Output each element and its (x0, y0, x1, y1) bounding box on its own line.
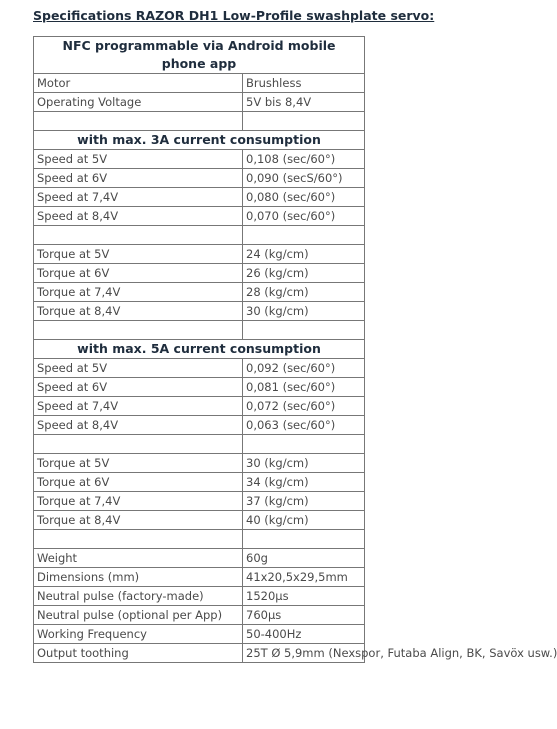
spec-label: Working Frequency (34, 625, 243, 644)
spec-table (33, 36, 557, 663)
spec-value: 25T Ø 5,9mm (Nexspor, Futaba Align, BK, Savöx usw.) (243, 644, 365, 663)
spec-value: 24 (kg/cm) (243, 245, 365, 264)
spec-value: 41x20,5x29,5mm (243, 568, 365, 587)
table-row (34, 245, 365, 264)
spec-label: Speed at 6V (34, 169, 243, 188)
spec-value: 60g (243, 549, 365, 568)
table-row (34, 644, 365, 663)
page-title: Specifications RAZOR DH1 Low-Profile swashplate servo: (33, 8, 435, 23)
table-row (34, 568, 365, 587)
table-row (34, 93, 365, 112)
table-row (34, 454, 365, 473)
spec-label: Neutral pulse (optional per App) (34, 606, 243, 625)
spec-label: Speed at 8,4V (34, 207, 243, 226)
spec-value: 0,081 (sec/60°) (243, 378, 365, 397)
table-row (34, 169, 365, 188)
spec-label: Dimensions (mm) (34, 568, 243, 587)
table-header-row (34, 37, 365, 74)
spec-value: 30 (kg/cm) (243, 454, 365, 473)
spacer-row (34, 321, 365, 340)
spec-label: Torque at 7,4V (34, 283, 243, 302)
spec-label: Torque at 5V (34, 454, 243, 473)
section-header-row (34, 131, 365, 150)
table-row (34, 625, 365, 644)
spacer-row (34, 530, 365, 549)
spacer-row (34, 112, 365, 131)
spec-value: 30 (kg/cm) (243, 302, 365, 321)
spec-value: 0,092 (sec/60°) (243, 359, 365, 378)
table-row (34, 606, 365, 625)
spec-value: Brushless (243, 74, 365, 93)
spec-label: Operating Voltage (34, 93, 243, 112)
spec-value: 0,063 (sec/60°) (243, 416, 365, 435)
table-row (34, 397, 365, 416)
spec-value: 28 (kg/cm) (243, 283, 365, 302)
table-row (34, 264, 365, 283)
spec-label: Speed at 7,4V (34, 188, 243, 207)
spec-value: 0,090 (secS/60°) (243, 169, 365, 188)
spec-value: 1520µs (243, 587, 365, 606)
spacer-row (34, 435, 365, 454)
spec-label: Torque at 6V (34, 264, 243, 283)
table-row (34, 302, 365, 321)
spec-value: 760µs (243, 606, 365, 625)
spec-label: Speed at 7,4V (34, 397, 243, 416)
spec-label: Torque at 8,4V (34, 302, 243, 321)
spec-label: Speed at 5V (34, 150, 243, 169)
table-row (34, 207, 365, 226)
section-header-row (34, 340, 365, 359)
spec-value: 50-400Hz (243, 625, 365, 644)
spec-value: 0,070 (sec/60°) (243, 207, 365, 226)
spec-label: Torque at 6V (34, 473, 243, 492)
spec-label: Output toothing (34, 644, 243, 663)
spec-value: 0,108 (sec/60°) (243, 150, 365, 169)
table-row (34, 283, 365, 302)
spec-value: 0,072 (sec/60°) (243, 397, 365, 416)
table-row (34, 416, 365, 435)
table-row (34, 473, 365, 492)
spec-label: Torque at 7,4V (34, 492, 243, 511)
spec-label: Speed at 5V (34, 359, 243, 378)
spec-value: 37 (kg/cm) (243, 492, 365, 511)
section-title-3a: with max. 3A current consumption (34, 131, 365, 150)
table-row (34, 359, 365, 378)
spec-value: 34 (kg/cm) (243, 473, 365, 492)
spec-label: Neutral pulse (factory-made) (34, 587, 243, 606)
table-header: NFC programmable via Android mobile phone app (34, 37, 365, 74)
spec-label: Weight (34, 549, 243, 568)
table-row (34, 74, 365, 93)
table-row (34, 188, 365, 207)
table-row (34, 549, 365, 568)
spec-value: 5V bis 8,4V (243, 93, 365, 112)
table-row (34, 378, 365, 397)
spacer-row (34, 226, 365, 245)
section-title-5a: with max. 5A current consumption (34, 340, 365, 359)
table-row (34, 587, 365, 606)
table-row (34, 511, 365, 530)
spec-label: Torque at 5V (34, 245, 243, 264)
spec-value: 40 (kg/cm) (243, 511, 365, 530)
table-row (34, 492, 365, 511)
spec-label: Torque at 8,4V (34, 511, 243, 530)
spec-label: Motor (34, 74, 243, 93)
spec-label: Speed at 8,4V (34, 416, 243, 435)
spec-value: 0,080 (sec/60°) (243, 188, 365, 207)
spec-value: 26 (kg/cm) (243, 264, 365, 283)
spec-label: Speed at 6V (34, 378, 243, 397)
table-row (34, 150, 365, 169)
